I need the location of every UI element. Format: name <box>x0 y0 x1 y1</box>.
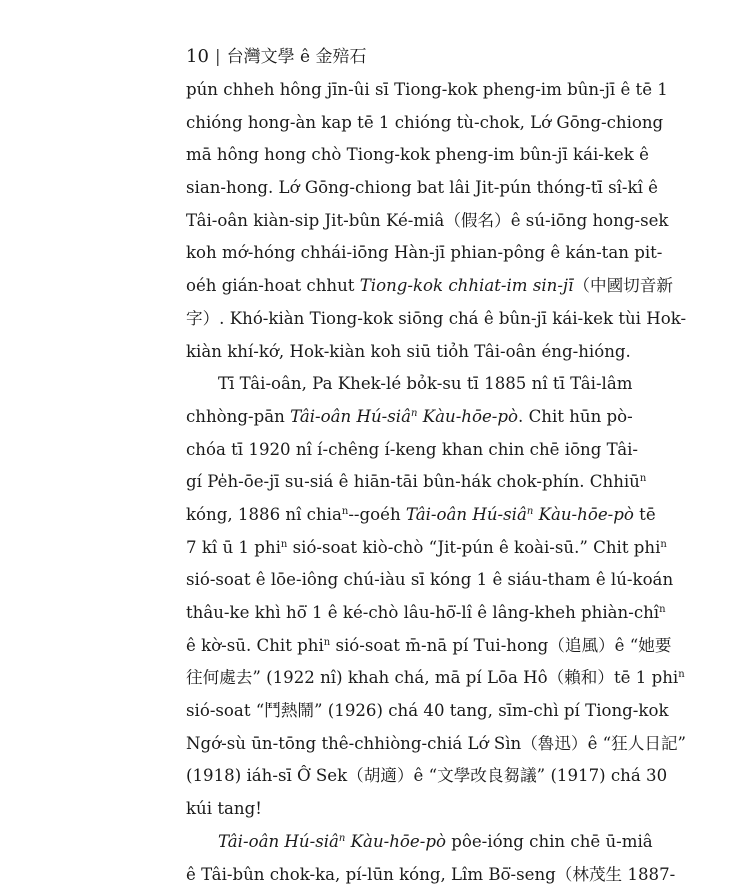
text-line: pún chheh hông jīn-ûi sī Tiong-kok pheng-im bûn-jī ê tē 1 <box>186 74 578 107</box>
text-line: sió-soat ê lōe-iông chú-iàu sī kóng 1 ê siáu-tham ê lú-koán <box>186 564 578 597</box>
text-line: chióng hong-àn kap tē 1 chióng tù-chok, Lớ Gōng-chiong <box>186 107 578 140</box>
text-line: Ngớ-sù ūn-tōng thê-chhiòng-chiá Lớ Sìn（魯迅）ê “狂人日記” <box>186 728 578 761</box>
text-line: Tâi-oân Hú-siâ$^n$ Kàu-hōe-pò pôe-ióng chin chē ū-miâ <box>186 826 578 859</box>
text-line: koh mớ-hóng chhái-iōng Hàn-jī phian-pông ê kán-tan pit- <box>186 237 578 270</box>
text-line: kúi tang! <box>186 793 578 826</box>
text-line: ê Tâi-bûn chok-ka, pí-lūn kóng, Lîm Bō͘-seng（林茂生 1887- <box>186 859 578 891</box>
text-line: kiàn khí-kớ, Hok-kiàn koh siū tiỏh Tâi-oân éng-hióng. <box>186 336 578 369</box>
text-line: thâu-ke khì hō͘ 1 ê ké-chò lâu-hō͘-lî ê lâng-kheh phiàn-chî$^n$ <box>186 597 578 630</box>
text-line: 字）. Khó-kiàn Tiong-kok siōng chá ê bûn-jī kái-kek tùi Hok- <box>186 303 578 336</box>
text-line: (1918) iáh-sī Ô͘ Sek（胡適）ê “文學改良芻議” (1917) chá 30 <box>186 760 578 793</box>
text-line: chóa tī 1920 nî í-chêng í-keng khan chin chē iōng Tâi- <box>186 434 578 467</box>
body-text <box>186 74 578 891</box>
text-line: Tī Tâi-oân, Pa Khek-lé bỏk-su tī 1885 nî tī Tâi-lâm <box>186 368 578 401</box>
running-title: 台灣文學 ê 金殕石 <box>227 47 367 67</box>
header-separator: | <box>215 47 221 67</box>
running-header <box>186 42 367 67</box>
text-line: gí Pe̍h-ōe-jī su-siá ê hiān-tāi bûn-hák chok-phín. Chhiū$^n$ <box>186 466 578 499</box>
text-line: 7 kî ū 1 phi$^n$ sió-soat kiò-chò “Jit-pún ê koài-sū.” Chit phi$^n$ <box>186 532 578 565</box>
text-line: Tâi-oân kiàn-sip Jit-bûn Ké-miâ（假名）ê sú-iōng hong-sek <box>186 205 578 238</box>
text-line: oéh gián-hoat chhut Tiong-kok chhiat-im sin-jī（中國切音新 <box>186 270 578 303</box>
text-line: mā hông hong chò Tiong-kok pheng-im bûn-jī kái-kek ê <box>186 139 578 172</box>
text-line: sió-soat “鬥熱鬧” (1926) chá 40 tang, sīm-chì pí Tiong-kok <box>186 695 578 728</box>
text-line: ê kờ-sū. Chit phi$^n$ sió-soat m̄-nā pí Tui-hong（追風）ê “她要 <box>186 630 578 663</box>
text-line: kóng, 1886 nî chia$^n$--goéh Tâi-oân Hú-siâ$^n$ Kàu-hōe-pò tē <box>186 499 578 532</box>
text-line: chhòng-pān Tâi-oân Hú-siâ$^n$ Kàu-hōe-pò. Chit hūn pò- <box>186 401 578 434</box>
text-line: 往何處去” (1922 nî) khah chá, mā pí Lōa Hô（賴和）tē 1 phi$^n$ <box>186 662 578 695</box>
page-number: 10 <box>186 46 209 67</box>
text-line: sian-hong. Lớ Gōng-chiong bat lâi Jit-pún thóng-tī sî-kî ê <box>186 172 578 205</box>
